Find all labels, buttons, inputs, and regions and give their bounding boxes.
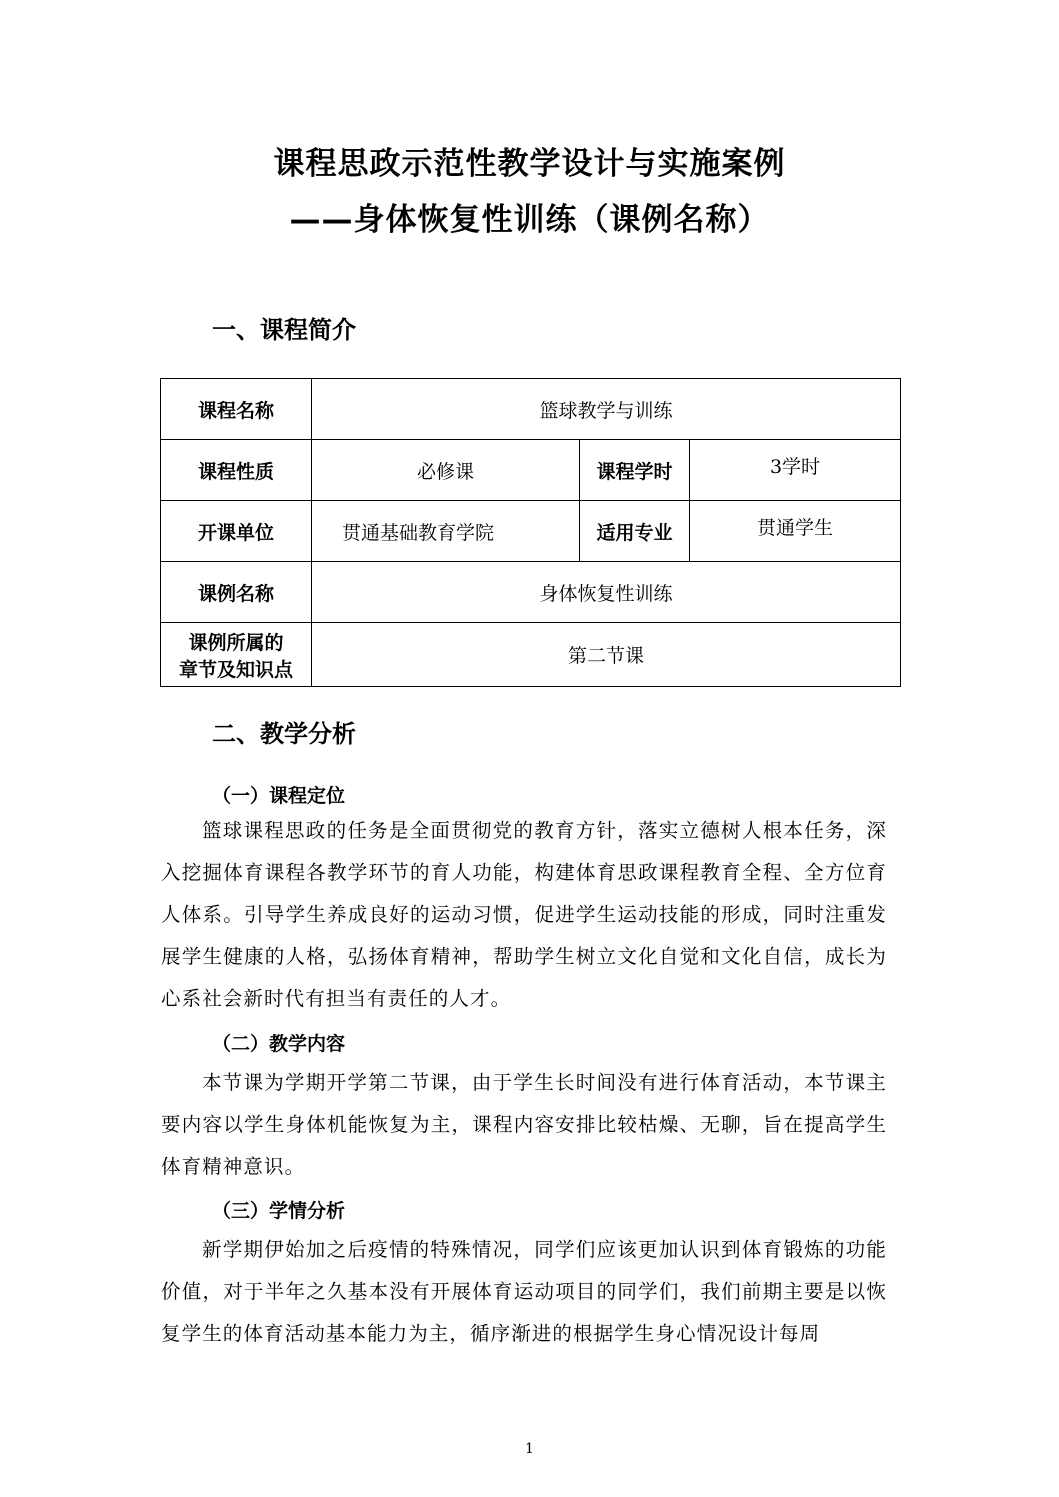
paragraph-learner-analysis: 新学期伊始加之后疫情的特殊情况，同学们应该更加认识到体育锻炼的功能价值，对于半年之久基本没有开展体育运动项目的同学们，我们前期主要是以恢复学生的体育活动基本能力为主，循序渐进的根据学生身心情况设计每周 [161,1238,887,1345]
table-row [161,379,901,440]
document-title: 课程思政示范性教学设计与实施案例 [273,146,786,182]
paragraph-course-positioning: 篮球课程思政的任务是全面贯彻党的教育方针，落实立德树人根本任务，深入挖掘体育课程各教学环节的育人功能，构建体育思政课程教育全程、全方位育人体系。引导学生养成良好的运动习惯，促进学生运动技能的形成，同时注重发展学生健康的人格，弘扬体育精神，帮助学生树立文化自觉和文化自信，成长为心系社会新时代有担当有责任的人才。 [161,819,887,1010]
section-heading-teaching-analysis: 二、教学分析 [212,720,356,748]
paragraph-teaching-content: 本节课为学期开学第二节课，由于学生长时间没有进行体育活动，本节课主要内容以学生身体机能恢复为主，课程内容安排比较枯燥、无聊，旨在提高学生体育精神意识。 [161,1071,887,1178]
table-row [161,623,901,687]
offering-unit-label: 开课单位 [161,501,312,562]
table-row [161,501,901,562]
course-nature-label: 课程性质 [161,440,312,501]
course-name-label: 课程名称 [161,379,312,440]
page-number: 1 [525,1441,534,1457]
document-subtitle: ——身体恢复性训练（课例名称） [289,202,770,238]
section-heading-course-intro: 一、课程简介 [212,316,356,344]
chapter-value: 第二节课 [312,623,901,687]
applicable-major-label: 适用专业 [580,501,690,562]
chapter-label-line2: 章节及知识点 [178,658,293,681]
subheading-course-positioning: （一）课程定位 [212,785,346,807]
table-row [161,562,901,623]
subheading-teaching-content: （二）教学内容 [212,1033,346,1055]
course-nature-value: 必修课 [312,440,580,501]
course-name-value: 篮球教学与训练 [312,379,901,440]
offering-unit-value: 贯通基础教育学院 [312,501,580,562]
subheading-learner-analysis: （三）学情分析 [212,1200,346,1222]
course-hours-value: 3学时 [690,440,901,501]
course-hours-label: 课程学时 [580,440,690,501]
chapter-label-line1: 课例所属的 [188,631,284,654]
table-row [161,440,901,501]
chapter-label [161,623,312,687]
course-info-table [160,378,901,687]
case-name-label: 课例名称 [161,562,312,623]
case-name-value: 身体恢复性训练 [312,562,901,623]
applicable-major-value: 贯通学生 [690,501,901,562]
